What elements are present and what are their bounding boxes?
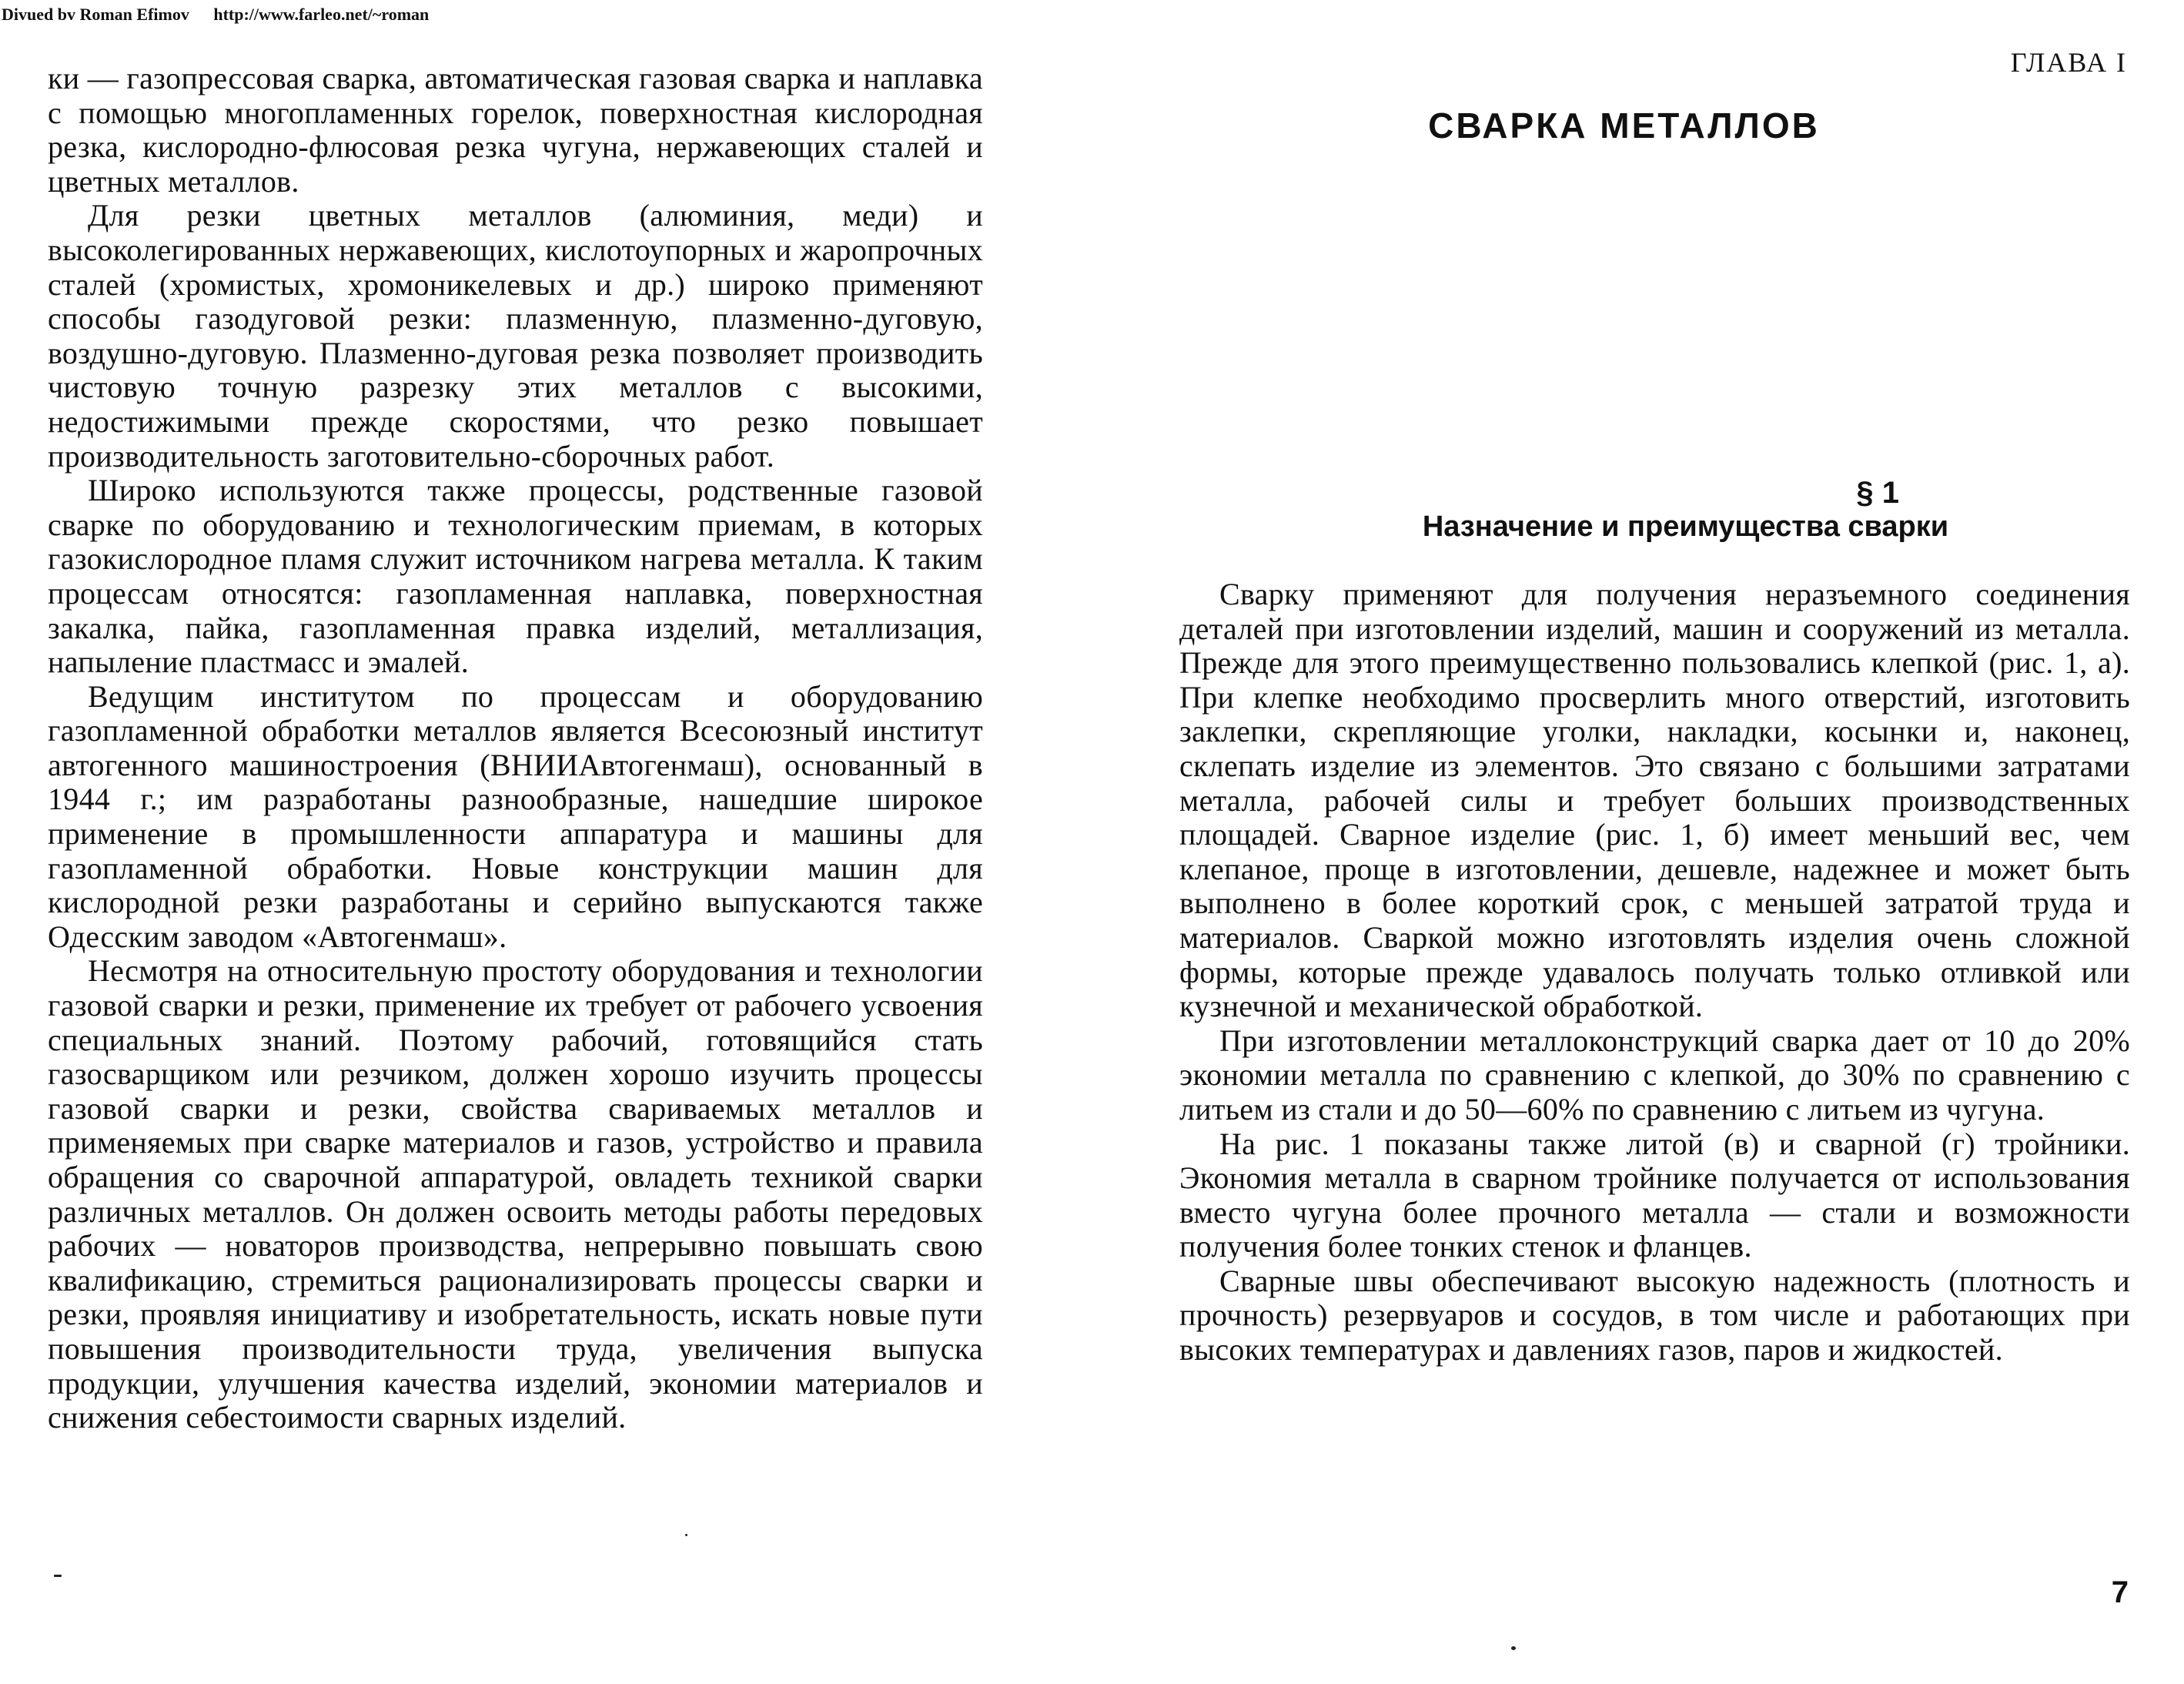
left-paragraph-5: Несмотря на относительную простоту оборудования и технологии газовой сварки и резки, применение их требует от рабочего усвоения специальных знаний. Поэтому рабочий, готовящийся стать газосварщиком или резчиком, должен хорошо изучить процессы газовой сварки и резки, свойства свариваемых металлов и применяемых при сварке материалов и газов, устройство и правила обращения со сварочной аппаратурой, овладеть техникой сварки различных металлов. Он должен освоить методы работы передовых рабочих — новаторов производства, непрерывно повышать свою квалификацию, стремиться рационализировать процессы сварки и резки, проявляя инициативу и изобретательность, искать новые пути повышения производительности труда, увеличения выпуска продукции, улучшения качества изделий, экономии материалов и снижения себестоимости сварных изделий. bbox=[48, 953, 983, 1435]
scan-credit-author: Divued bv Roman Efimov bbox=[2, 5, 189, 24]
page-number: 7 bbox=[2111, 1575, 2129, 1609]
scan-speck bbox=[685, 1534, 687, 1536]
scan-credit-url: http://www.farleo.net/~roman bbox=[213, 5, 430, 24]
chapter-label: ГЛАВА I bbox=[2010, 47, 2127, 78]
left-paragraph-1: ки — газопрессовая сварка, автоматическая газовая сварка и наплавка с помощью многопламенных горелок, поверхностная кислородная резка, кислородно-флюсовая резка чугуна, нержавеющих сталей и цветных металлов. bbox=[48, 61, 983, 199]
left-paragraph-2: Для резки цветных металлов (алюминия, меди) и высоколегированных нержавеющих, кислотоупорных и жаропрочных сталей (хромистых, хромоникелевых и др.) широко применяют способы газодуговой резки: плазменную, плазменно-дуговую, воздушно-дуговую. Плазменно-дуговая резка позволяет производить чистовую точную разрезку этих металлов с высокими, недостижимыми прежде скоростями, что резко повышает производительность заготовительно-сборочных работ. bbox=[48, 198, 983, 474]
scan-credit bbox=[2, 5, 449, 25]
left-page bbox=[48, 62, 983, 1435]
left-paragraph-4: Ведущим институтом по процессам и оборудованию газопламенной обработки металлов является Всесоюзный институт автогенного машиностроения (ВНИИАвтогенмаш), основанный в 1944 г.; им разработаны разнообразные, нашедшие широкое применение в промышленности аппаратура и машины для газопламенной обработки. Новые конструкции машин для кислородной резки разработаны и серийно выпускаются также Одесским заводом «Автогенмаш». bbox=[48, 678, 983, 954]
scan-speck bbox=[1511, 1646, 1516, 1650]
right-page bbox=[1179, 46, 2130, 1368]
right-paragraph-1: Сварку применяют для получения неразъемного соединения деталей при изготовлении изделий, машин и сооружений из металла. Прежде для этого преимущественно пользовались клепкой (рис. 1, а). При клепке необходимо просверлить много отверстий, изготовить заклепки, скрепляющие уголки, накладки, косынки и, наконец, склепать изделие из элементов. Это связано с большими затратами металла, рабочей силы и требует больших производственных площадей. Сварное изделие (рис. 1, б) имеет меньший вес, чем клепаное, проще в изготовлении, дешевле, надежнее и может быть выполнено в более короткий срок, с меньшей затратой труда и материалов. Сваркой можно изготовлять изделия очень сложной формы, которые прежде удавалось получать только отливкой или кузнечной и механической обработкой. bbox=[1179, 577, 2130, 1024]
section-title: Назначение и преимущества сварки bbox=[1422, 511, 1949, 543]
left-paragraph-3: Широко используются также процессы, родственные газовой сварке по оборудованию и технологическим приемам, в которых газокислородное пламя служит источником нагрева металла. К таким процессам относятся: газопламенная наплавка, поверхностная закалка, пайка, газопламенная правка изделий, металлизация, напыление пластмасс и эмалей. bbox=[48, 473, 983, 680]
right-paragraph-2: При изготовлении металлоконструкций сварка дает от 10 до 20% экономии металла по сравнению с клепкой, до 30% по сравнению с литьем из стали и до 50—60% по сравнению с литьем из чугуна. bbox=[1179, 1023, 2130, 1127]
right-paragraph-3: На рис. 1 показаны также литой (в) и сварной (г) тройники. Экономия металла в сварном тройнике получается от использования вместо чугуна более прочного металла — стали и возможности получения более тонких стенок и фланцев. bbox=[1179, 1126, 2130, 1264]
right-paragraph-4: Сварные швы обеспечивают высокую надежность (плотность и прочность) резервуаров и сосудов, в том числе и работающих при высоких температурах и давлениях газов, паров и жидкостей. bbox=[1179, 1263, 2130, 1368]
scan-speck bbox=[54, 1575, 62, 1577]
section-number: § 1 bbox=[1856, 476, 1899, 510]
chapter-title: СВАРКА МЕТАЛЛОВ bbox=[1428, 105, 1820, 146]
